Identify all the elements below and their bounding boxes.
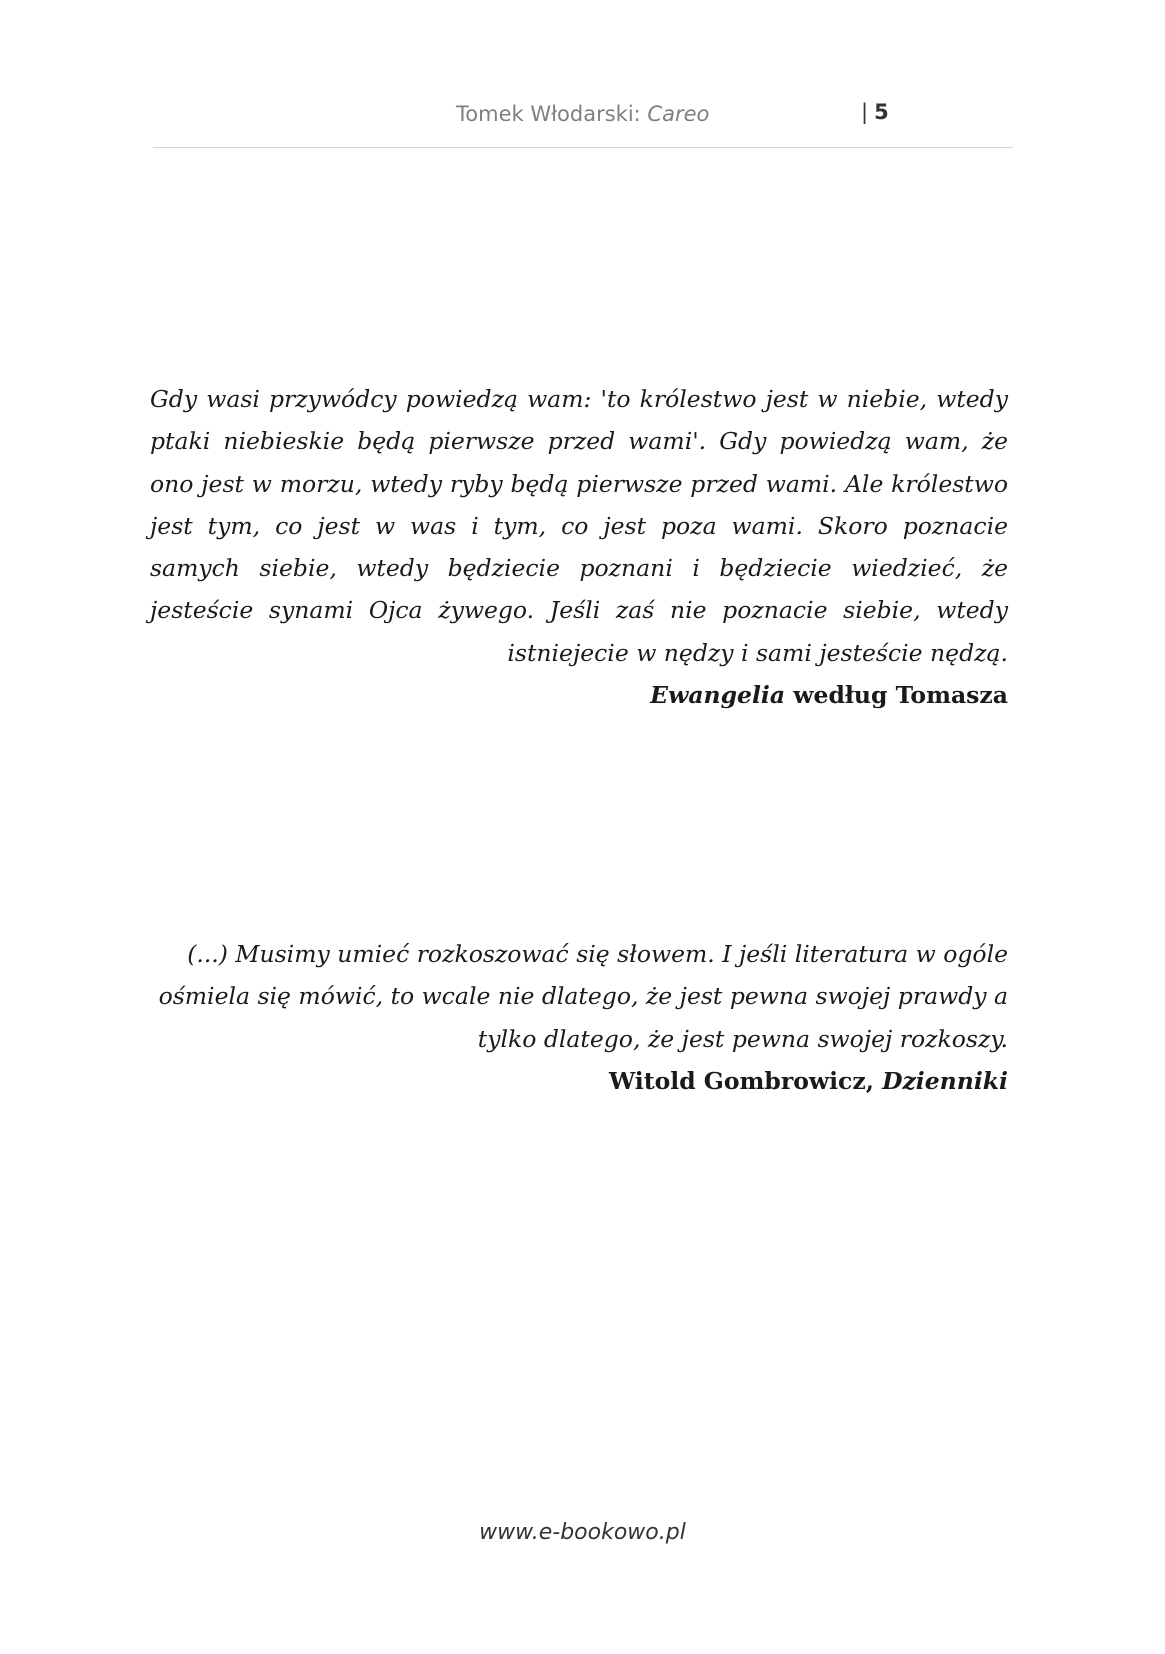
header-separator: | [861, 100, 869, 124]
epigraph-text: (...) Musimy umieć rozkoszować się słowem. I jeśli literatura w ogóle ośmiela się mówić, to wcale nie dlatego, że jest pewna swojej prawdy a tylko dlatego, że jest pewna swojej rozkoszy. [158, 940, 1008, 1053]
running-header [153, 96, 1013, 136]
page-number: 5 [874, 100, 889, 124]
epigraph-source [150, 674, 1008, 716]
header-author: Tomek Włodarski: [456, 102, 648, 126]
epigraph-source-title: Dzienniki [882, 1066, 1008, 1095]
header-page [861, 100, 889, 124]
epigraph-source [150, 1060, 1008, 1102]
header-book-title: Careo [647, 102, 710, 126]
epigraph-source-author: Witold Gombrowicz, [608, 1066, 883, 1095]
epigraph-source-attribution: według Tomasza [785, 681, 1008, 710]
epigraph-1 [150, 378, 1008, 716]
epigraph-source-title: Ewangelia [650, 681, 786, 710]
epigraph-text: Gdy wasi przywódcy powiedzą wam: 'to królestwo jest w niebie, wtedy ptaki niebieskie będą pierwsze przed wami'. Gdy powiedzą wam, że ono jest w morzu, wtedy ryby będą pierwsze przed wami. Ale królestwo jest tym, co jest w was i tym, co jest poza wami. Skoro poznacie samych siebie, wtedy będziecie poznani i będziecie wiedzieć, że jesteście synami Ojca żywego. Jeśli zaś nie poznacie siebie, wtedy istniejecie w nędzy i sami jesteście nędzą. [150, 385, 1008, 667]
footer-url: www.e-bookowo.pl [479, 1520, 686, 1545]
header-divider [153, 147, 1013, 148]
header-title [456, 102, 709, 126]
epigraph-2 [150, 933, 1008, 1102]
